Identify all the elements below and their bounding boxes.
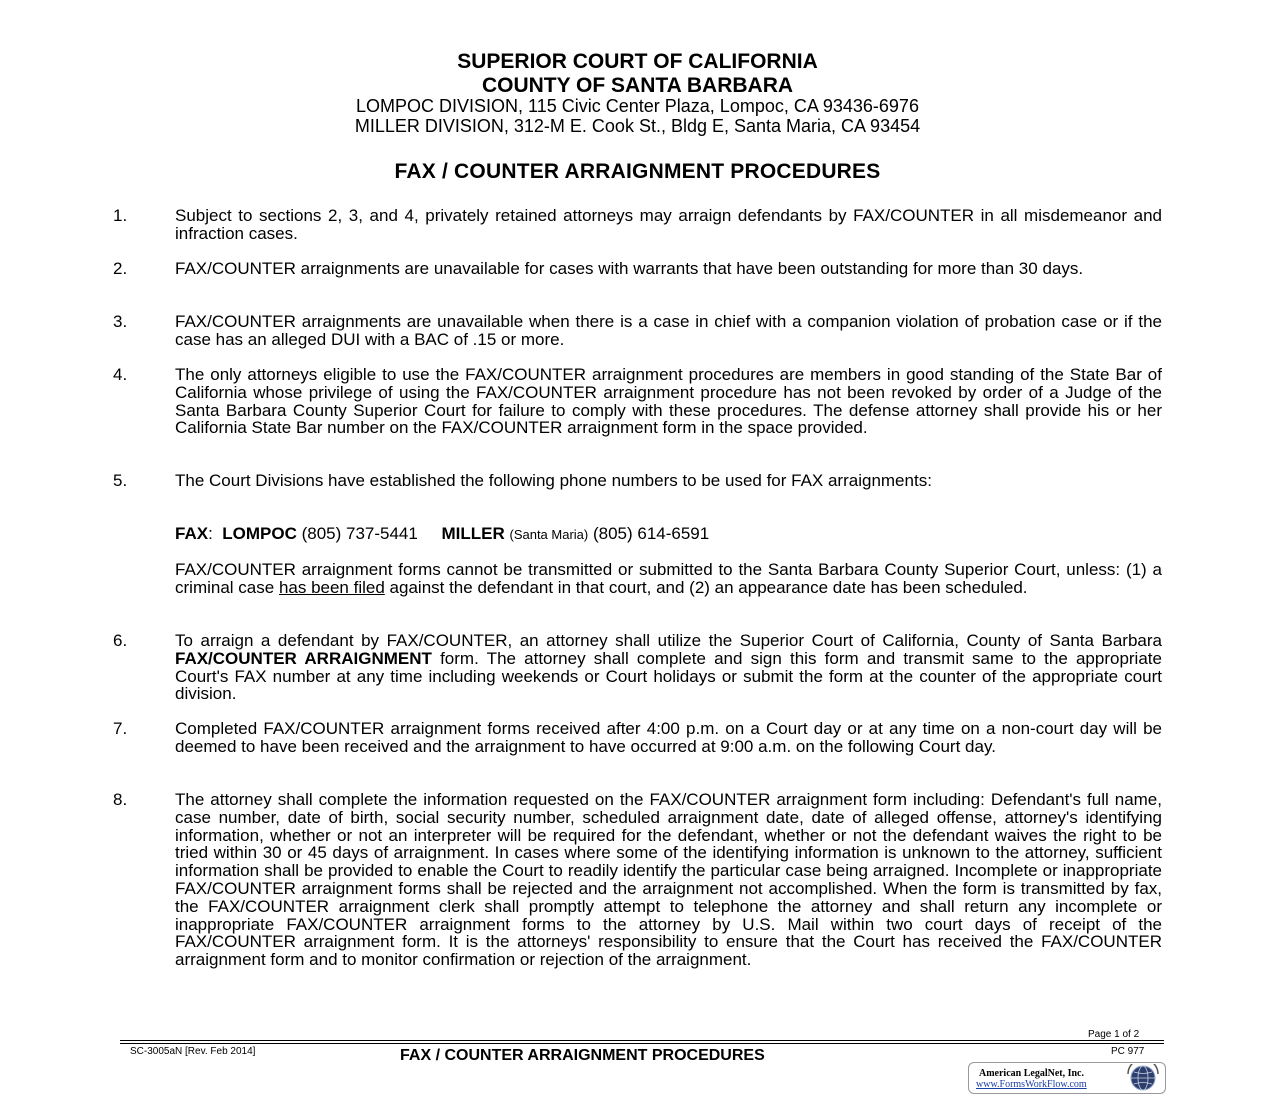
- item-text: The attorney shall complete the information requested on the FAX/COUNTER arraignment form including: Defendant's full name, case number, date of birth, social security number, scheduled arraignment date, date of alleged offense, attorney's identifying information, whether or not an interpreter will be required for the defendant, whether or not the defendant waives the right to be tried within 30 or 45 days of arraignment. In cases where some of the identifying information is unknown to the attorney, sufficient information shall be provided to enable the Court to readily identify the particular case being arraigned. Incomplete or inappropriate FAX/COUNTER arraignment forms shall be rejected and the arraignment not accomplished. When the form is transmitted by fax, the FAX/COUNTER arraignment clerk shall promptly attempt to telephone the attorney and shall return any incomplete or inappropriate FAX/COUNTER arraignment forms to the attorney by U.S. Mail within two court days of receipt of the FAX/COUNTER arraignment form. It is the attorneys' responsibility to ensure that the Court has received the FAX/COUNTER arraignment form and to monitor confirmation or rejection of the arraignment.: [175, 790, 1162, 970]
- footer-rule-bottom: [120, 1043, 1164, 1044]
- miller-label: MILLER: [441, 524, 505, 543]
- item-number: 2.: [113, 259, 128, 278]
- penal-code-reference: PC 977: [1111, 1046, 1145, 1057]
- item-number: 8.: [113, 790, 128, 809]
- footer-title: FAX / COUNTER ARRAIGNMENT PROCEDURES: [400, 1047, 765, 1064]
- item-text: To arraign a defendant by FAX/COUNTER, an attorney shall utilize the Superior Court of California, County of Santa Barbara FAX/COUNTER ARRAIGNMENT form. The attorney shall complete and sign this form and transmit same to the appropriate Court's FAX number at any time including weekends or Court holidays or submit the form at the counter of the appropriate court division.: [175, 631, 1162, 704]
- miller-division-address: MILLER DIVISION, 312-M E. Cook St., Bldg E, Santa Maria, CA 93454: [354, 116, 921, 136]
- item-text: Completed FAX/COUNTER arraignment forms received after 4:00 p.m. on a Court day or at any time on a non-court day will be deemed to have been received and the arraignment to have occurred at 9:00 a.m. on the following Court day.: [175, 719, 1162, 756]
- item-text: FAX/COUNTER arraignments are unavailable when there is a case in chief with a companion violation of probation case or if the case has an alleged DUI with a BAC of .15 or more.: [175, 312, 1162, 349]
- logo-website-link[interactable]: www.FormsWorkFlow.com: [976, 1079, 1087, 1090]
- document-title: FAX / COUNTER ARRAIGNMENT PROCEDURES: [394, 160, 881, 183]
- item-number: 7.: [113, 719, 128, 738]
- miller-location-note: (Santa Maria): [509, 527, 589, 542]
- item-text: Subject to sections 2, 3, and 4, privately retained attorneys may arraign defendants by FAX/COUNTER in all misdemeanor and infraction cases.: [175, 206, 1162, 243]
- lompoc-fax-number: (805) 737-5441: [301, 524, 418, 543]
- logo-company-name: American LegalNet, Inc.: [979, 1068, 1084, 1079]
- footer-rule-top: [120, 1040, 1164, 1041]
- item-number: 6.: [113, 631, 128, 650]
- item-number: 4.: [113, 365, 128, 384]
- item-text: FAX/COUNTER arraignments are unavailable for cases with warrants that have been outstanding for more than 30 days.: [175, 259, 1084, 278]
- american-legalnet-logo[interactable]: [968, 1062, 1166, 1094]
- item-number: 3.: [113, 312, 128, 331]
- globe-icon: [1125, 1064, 1161, 1092]
- miller-fax-number: (805) 614-6591: [592, 524, 710, 543]
- fax-label: FAX: [175, 524, 209, 543]
- court-name: SUPERIOR COURT OF CALIFORNIA: [457, 50, 818, 73]
- lompoc-label: LOMPOC: [222, 524, 297, 543]
- item-text: The Court Divisions have established the following phone numbers to be used for FAX arraignments:: [175, 471, 932, 490]
- form-number: SC-3005aN [Rev. Feb 2014]: [130, 1046, 256, 1057]
- item-number: 5.: [113, 471, 128, 490]
- conditions-text: FAX/COUNTER arraignment forms cannot be transmitted or submitted to the Santa Barbara County Superior Court, unless: (1) a criminal case has been filed against the defendant in that court, and (2) an appearance date has been scheduled.: [175, 560, 1162, 597]
- document-page: SUPERIOR COURT OF CALIFORNIA COUNTY OF SANTA BARBARA LOMPOC DIVISION, 115 Civic Center Plaza, Lompoc, CA 93436-6976 MILLER DIVISION, 312-M E. Cook St., Bldg E, Santa Maria, CA 93454 FAX / COUNTER ARRAIGNMENT PROCEDURES 1. Subject to sections 2, 3, and 4, privately retained attorneys may arraign defendants by FAX/COUNTER in all misdemeanor and infraction cases. 2. FAX/COUNTER arraignments are unavailable for cases with warrants that have been outstanding for more than 30 days. 3. FAX/COUNTER arraignments are unavailable when there is a case in chief with a companion violation of probation case or if the case has an alleged DUI with a BAC of .15 or more. 4. The only attorneys eligible to use the FAX/COUNTER arraignment procedures are members in good standing of the State Bar of California whose privilege of using the FAX/COUNTER arraignment procedure has not been revoked by order of a Judge of the Santa Barbara County Superior Court for failure to comply with these procedures. The defense attorney shall provide his or her California State Bar number on the FAX/COUNTER arraignment form in the space provided. 5. The Court Divisions have established the following phone numbers to be used for FAX arraignments: FAX: LOMPOC (805) 737-5441 MILLER (Santa Maria) (805) 614-6591 FAX/COUNTER arraignment forms cannot be transmitted or submitted to the Santa Barbara County Superior Court, unless: (1) a criminal case has been filed against the defendant in that court, and (2) an appearance date has been scheduled. 6. To arraign a defendant by FAX/COUNTER, an attorney shall utilize the Superior Court of California, County of Santa Barbara FAX/COUNTER ARRAIGNMENT form. The attorney shall complete and sign this form and transmit same to the appropriate Court's FAX number at any time including weekends or Court holidays or submit the form at the counter of the appropriate court division. 7. Completed FAX/COUNTER arraignment forms received after 4:00 p.m. on a Court day or at any time on a non-court day will be deemed to have been received and the arraignment to have occurred at 9:00 a.m. on the following Court day. 8. The attorney shall complete the information requested on the FAX/COUNTER arraignment form including: Defendant's full name, case number, date of birth, social security number, scheduled arraignment date, date of alleged offense, attorney's identifying information, whether or not an interpreter will be required for the defendant, whether or not the defendant waives the right to be tried within 30 or 45 days of arraignment. In cases where some of the identifying information is unknown to the attorney, sufficient information shall be provided to enable the Court to readily identify the particular case being arraigned. Incomplete or inappropriate FAX/COUNTER arraignment forms shall be rejected and the arraignment not accomplished. When the form is transmitted by fax, the FAX/COUNTER arraignment clerk shall promptly attempt to telephone the attorney and shall return any incomplete or inappropriate FAX/COUNTER arraignment forms to the attorney by U.S. Mail within two court days of receipt of the FAX/COUNTER arraignment form. It is the attorneys' responsibility to ensure that the Court has received the FAX/COUNTER arraignment form and to monitor confirmation or rejection of the arraignment. Page 1 of 2 SC-3005aN [Rev. Feb 2014] FAX / COUNTER ARRAIGNMENT PROCEDURES PC 977 American LegalNet, Inc. www.FormsWorkFlow.com: [0, 0, 1275, 1100]
- item-text: The only attorneys eligible to use the FAX/COUNTER arraignment procedures are members in good standing of the State Bar of California whose privilege of using the FAX/COUNTER arraignment procedure has not been revoked by order of a Judge of the Santa Barbara County Superior Court for failure to comply with these procedures. The defense attorney shall provide his or her California State Bar number on the FAX/COUNTER arraignment form in the space provided.: [175, 365, 1162, 438]
- lompoc-division-address: LOMPOC DIVISION, 115 Civic Center Plaza, Lompoc, CA 93436-6976: [356, 96, 919, 116]
- has-been-filed-underline: has been filed: [278, 577, 385, 597]
- form-name-bold: FAX/COUNTER ARRAIGNMENT: [175, 648, 432, 668]
- county-name: COUNTY OF SANTA BARBARA: [481, 74, 794, 97]
- page-number: Page 1 of 2: [1088, 1029, 1140, 1040]
- item-number: 1.: [113, 206, 128, 225]
